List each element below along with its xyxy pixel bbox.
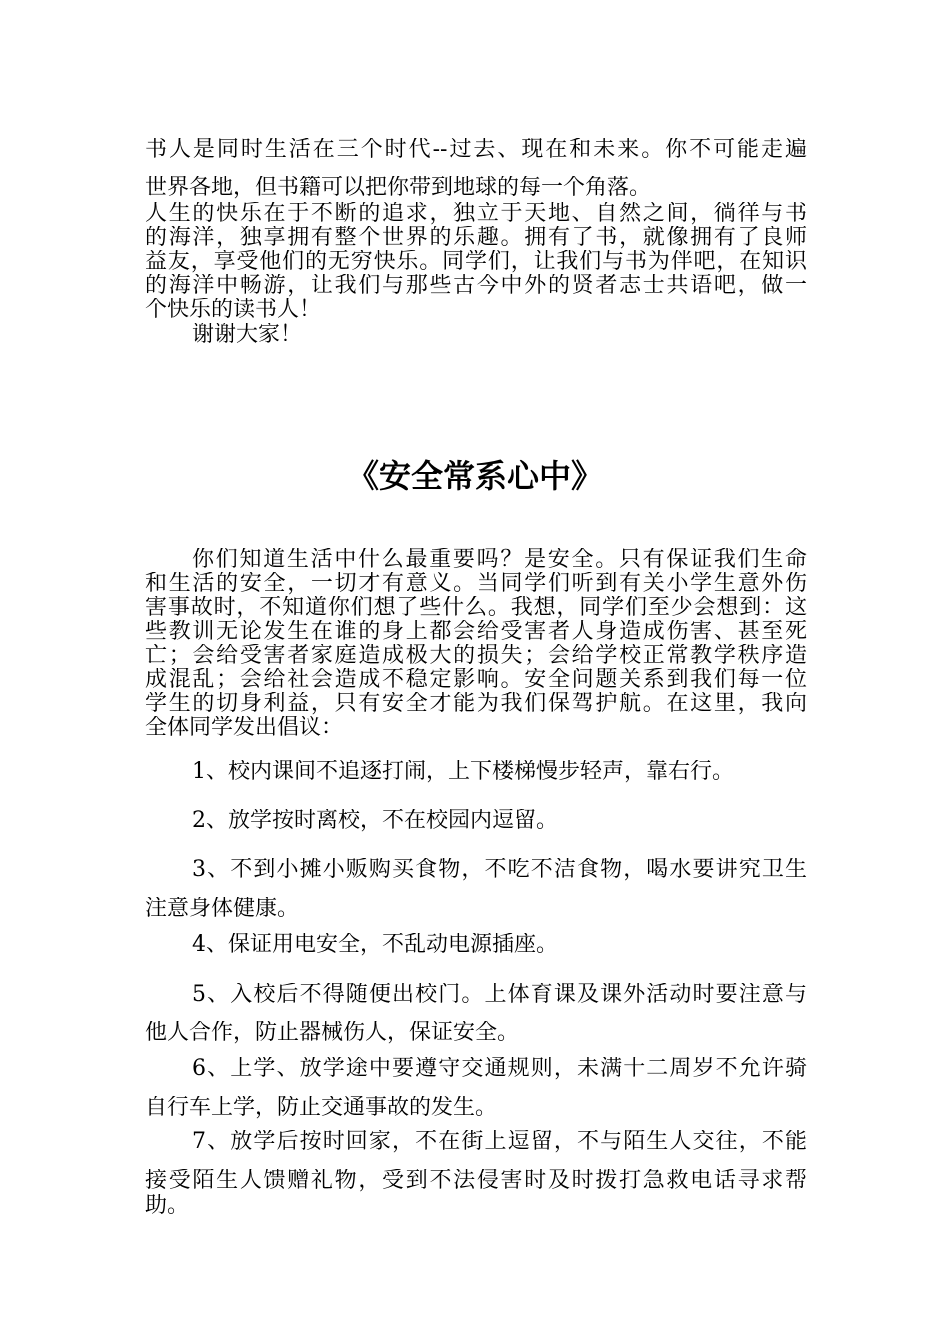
intro-line: 益友，享受他们的无穷快乐。同学们，让我们与书为伴吧，在知识 [145,250,807,274]
list-item: 6、上学、放学途中要遵守交通规则，未满十二周岁不允许骑 [192,1057,807,1081]
paragraph-line: 成混乱；会给社会造成不稳定影响。安全问题关系到我们每一位 [145,668,807,692]
list-item: 7、放学后按时回家，不在街上逗留，不与陌生人交往，不能 [192,1130,807,1154]
list-item: 5、入校后不得随便出校门。上体育课及课外活动时要注意与 [192,983,807,1007]
intro-line: 的海洋，独享拥有整个世界的乐趣。拥有了书，就像拥有了良师 [145,226,807,250]
paragraph-line: 些教训无论发生在谁的身上都会给受害者人身造成伤害、甚至死 [145,620,807,644]
list-item: 1、校内课间不追逐打闹，上下楼梯慢步轻声，靠右行。 [192,760,734,784]
paragraph-line: 你们知道生活中什么最重要吗？是安全。只有保证我们生命 [192,548,807,572]
intro-line: 书人是同时生活在三个时代--过去、现在和未来。你不可能走遍 [145,138,807,162]
paragraph-line: 害事故时，不知道你们想了些什么。我想，同学们至少会想到：这 [145,596,807,620]
intro-line: 个快乐的读书人！ [145,298,322,322]
paragraph-line: 亡；会给受害者家庭造成极大的损失；会给学校正常教学秩序造 [145,644,807,668]
intro-line: 的海洋中畅游，让我们与那些古今中外的贤者志士共语吧，做一 [145,274,807,298]
list-item-continuation: 注意身体健康。 [145,897,300,921]
paragraph-line: 全体同学发出倡议： [145,716,344,740]
thanks-line: 谢谢大家！ [192,323,303,347]
intro-line: 人生的快乐在于不断的追求，独立于天地、自然之间，徜徉与书 [145,202,807,226]
intro-line: 世界各地，但书籍可以把你带到地球的每一个角落。 [145,176,652,200]
list-item-continuation: 他人合作，防止器械伤人，保证安全。 [145,1021,520,1045]
list-item: 3、不到小摊小贩购买食物，不吃不洁食物，喝水要讲究卫生 [192,858,807,882]
paragraph-line: 学生的切身利益，只有安全才能为我们保驾护航。在这里，我向 [145,692,807,716]
list-item: 2、放学按时离校，不在校园内逗留。 [192,809,558,833]
list-item-continuation: 助。 [145,1194,190,1218]
list-item: 4、保证用电安全，不乱动电源插座。 [192,933,558,957]
list-item-continuation: 自行车上学，防止交通事故的发生。 [145,1096,498,1120]
essay-title: 《安全常系心中》 [346,457,603,495]
paragraph-line: 和生活的安全，一切才有意义。当同学们听到有关小学生意外伤 [145,572,807,596]
list-item-continuation: 接受陌生人馈赠礼物，受到不法侵害时及时拨打急救电话寻求帮 [145,1169,807,1193]
